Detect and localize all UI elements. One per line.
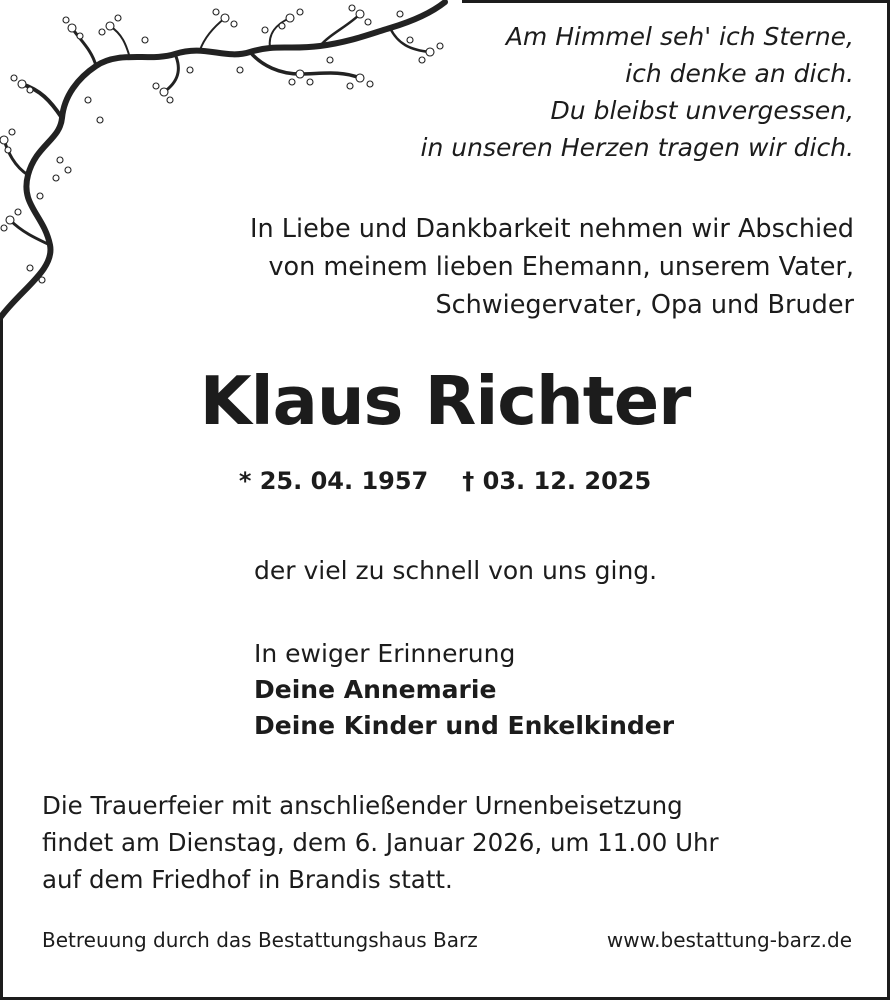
service-line: findet am Dienstag, dem 6. Januar 2026, um 11.00 Uhr [42,828,719,857]
poem-line: ich denke an dich. [625,59,854,88]
subline: der viel zu schnell von uns ging. [254,556,658,585]
border-top [462,0,890,3]
poem [421,18,854,166]
intro-line: In Liebe und Dankbarkeit nehmen wir Abschied [250,214,854,244]
deceased-name: Klaus Richter [199,362,691,440]
death-date: † 03. 12. 2025 [462,467,652,495]
poem-line: Am Himmel seh' ich Sterne, [505,22,854,51]
website-link[interactable]: www.bestattung-barz.de [606,928,852,952]
service-line: Die Trauerfeier mit anschließender Urnenbeisetzung [42,791,683,820]
memory-block [254,636,674,744]
service-info [42,787,719,898]
farewell-intro [250,210,854,324]
signature-spouse: Deine Annemarie [254,675,497,704]
funeral-home: Betreuung durch das Bestattungshaus Barz [42,928,478,952]
poem-line: in unseren Herzen tragen wir dich. [420,133,854,162]
intro-line: von meinem lieben Ehemann, unserem Vater, [268,252,854,282]
intro-line: Schwiegervater, Opa und Bruder [435,290,854,320]
birth-date: * 25. 04. 1957 [238,467,429,495]
memory-intro: In ewiger Erinnerung [254,639,516,668]
poem-line: Du bleibst unvergessen, [550,96,854,125]
life-dates [0,467,890,495]
service-line: auf dem Friedhof in Brandis statt. [42,865,453,894]
signature-family: Deine Kinder und Enkelkinder [254,711,675,740]
